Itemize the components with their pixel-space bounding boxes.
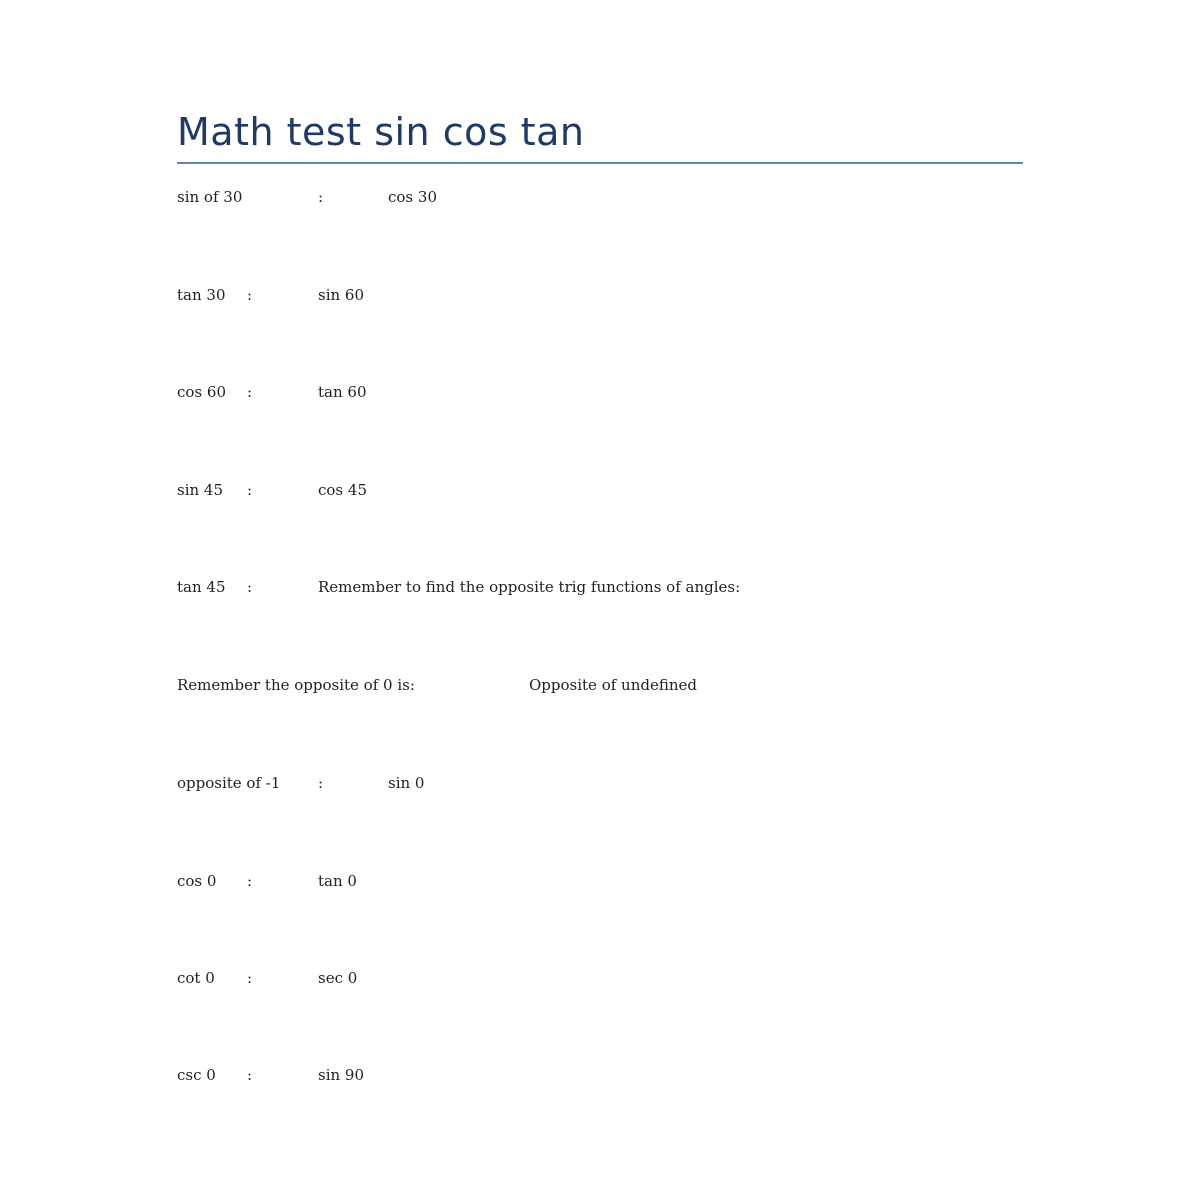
question-label: cos 0 xyxy=(177,872,217,890)
question-label: cos 45 xyxy=(318,481,367,499)
question-label: tan 45 xyxy=(177,578,226,596)
question-label: sin 0 xyxy=(388,774,425,792)
separator-colon: : xyxy=(318,774,324,792)
instruction-text: Remember to find the opposite trig functions of angles: xyxy=(318,578,741,596)
question-label: tan 60 xyxy=(318,383,367,401)
title-underline xyxy=(177,162,1023,164)
question-label: sec 0 xyxy=(318,969,358,987)
instruction-text: Remember the opposite of 0 is: xyxy=(177,676,415,694)
question-label: tan 0 xyxy=(318,872,357,890)
separator-colon: : xyxy=(247,578,253,596)
separator-colon: : xyxy=(247,969,253,987)
question-label: cos 60 xyxy=(177,383,226,401)
question-label: sin 45 xyxy=(177,481,224,499)
question-label: csc 0 xyxy=(177,1066,216,1084)
question-label: sin 60 xyxy=(318,286,365,304)
question-label: sin 90 xyxy=(318,1066,365,1084)
separator-colon: : xyxy=(247,286,253,304)
question-label: cot 0 xyxy=(177,969,215,987)
question-label: sin of 30 xyxy=(177,188,243,206)
question-label: cos 30 xyxy=(388,188,437,206)
question-label: Opposite of undefined xyxy=(529,676,697,694)
separator-colon: : xyxy=(247,872,253,890)
separator-colon: : xyxy=(247,481,253,499)
separator-colon: : xyxy=(318,188,324,206)
separator-colon: : xyxy=(247,1066,253,1084)
page-title: Math test sin cos tan xyxy=(177,110,585,154)
separator-colon: : xyxy=(247,383,253,401)
question-label: tan 30 xyxy=(177,286,226,304)
question-label: opposite of -1 xyxy=(177,774,281,792)
